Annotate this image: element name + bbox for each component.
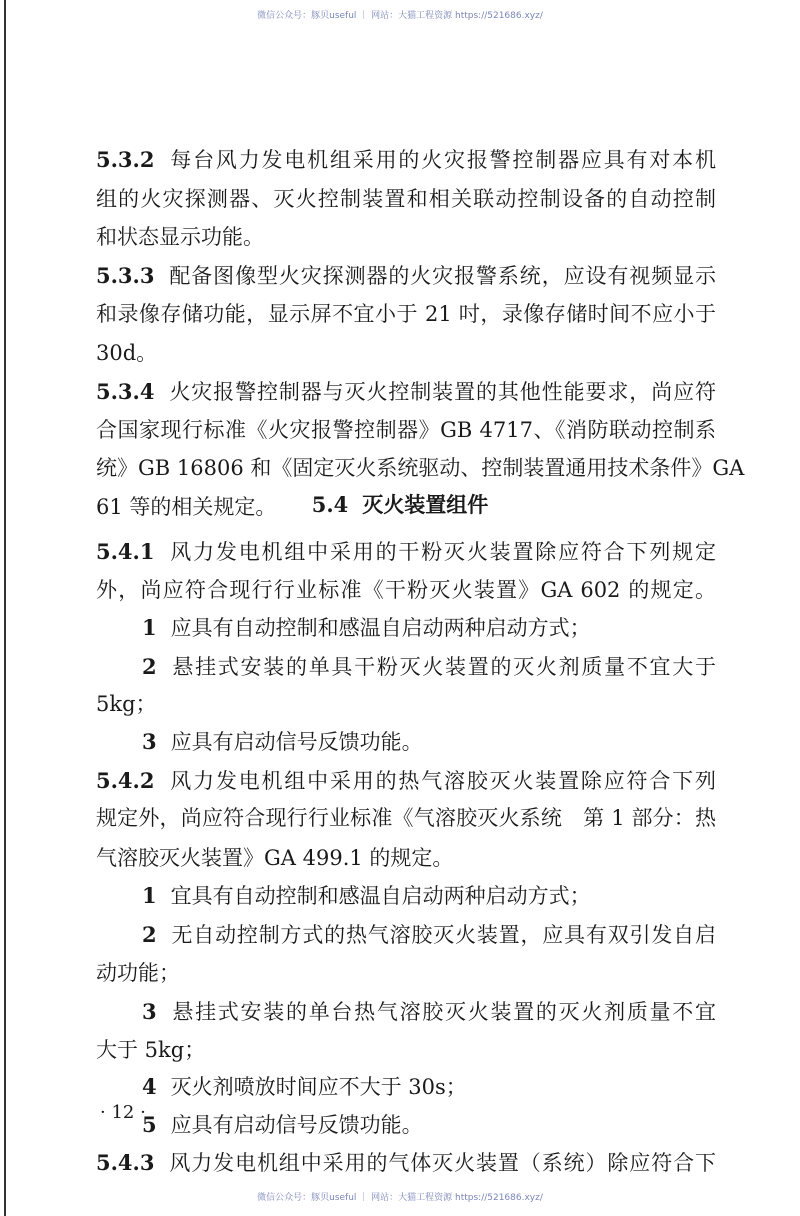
line-text: 61 等的相关规定。 [96,495,277,519]
line-text: 气溶胶灭火装置》GA 499.1 的规定。 [96,846,454,870]
text-line [96,537,716,567]
line-text: 无自动控制方式的热气溶胶灭火装置，应具有双引发自启 [170,923,716,947]
text-line [96,766,716,796]
text-line [96,222,716,252]
clause-number: 2 [142,654,157,679]
text-line [96,958,716,988]
clause-number: 5.3.2 [96,147,155,172]
line-text: 外，尚应符合现行行业标准《干粉灭火装置》GA 602 的规定。 [96,578,716,602]
clause-number: 5.4.2 [96,768,155,793]
line-text: 和状态显示功能。 [96,225,264,249]
line-text: 灭火装置组件 [362,492,489,517]
page-edge [4,0,6,1216]
line-text: 悬挂式安装的单台热气溶胶灭火装置的灭火剂质量不宜 [170,1000,716,1024]
text-line [96,1035,716,1065]
text-line [96,415,716,445]
watermark-top: 微信公众号：豚贝useful ｜ 网站：大猫工程资源 https://521686.xyz/ [257,11,543,21]
line-text: 风力发电机组中采用的热气溶胶灭火装置除应符合下列 [168,769,716,793]
clause-number: 5.4.1 [96,539,155,564]
text-line [96,184,716,214]
clause-number: 1 [142,615,157,640]
text-line [142,1072,716,1102]
text-line [142,920,716,950]
line-text: 风力发电机组中采用的干粉灭火装置除应符合下列规定 [168,540,716,564]
clause-number: 1 [142,883,157,908]
page-number: · 12 · [100,1102,146,1123]
section-number: 5.4 [311,492,349,517]
watermark-bottom: 微信公众号：豚贝useful ｜ 网站：大猫工程资源 https://521686.xyz/ [257,1193,543,1203]
line-text: 悬挂式安装的单具干粉灭火装置的灭火剂质量不宜大于 [170,655,716,679]
clause-number: 5.4.3 [96,1150,155,1175]
text-line [142,1110,716,1140]
line-text: 统》GB 16806 和《固定灭火系统驱动、控制装置通用技术条件》GA [96,456,745,480]
line-text: 和录像存储功能，显示屏不宜小于 21 吋，录像存储时间不应小于 [96,302,716,326]
text-line [96,803,716,833]
line-text: 大于 5kg； [96,1038,206,1062]
line-text: 应具有启动信号反馈功能。 [170,730,423,754]
text-line [142,881,716,911]
text-line [96,377,716,407]
clause-number: 2 [142,922,157,947]
line-text: 风力发电机组中采用的气体灭火装置（系统）除应符合下 [168,1151,716,1175]
clause-number: 5.3.3 [96,263,155,288]
line-text: 灭火剂喷放时间应不大于 30s； [170,1075,467,1099]
text-line [142,727,716,757]
line-text: 应具有启动信号反馈功能。 [170,1113,423,1137]
line-text: 组的火灾探测器、灭火控制装置和相关联动控制设备的自动控制 [96,187,716,211]
text-line [96,261,716,291]
section-heading [0,490,800,520]
text-line [96,575,716,605]
clause-number: 3 [142,999,157,1024]
clause-number: 3 [142,729,157,754]
line-text: 每台风力发电机组采用的火灾报警控制器应具有对本机 [168,148,716,172]
line-text: 宜具有自动控制和感温自启动两种启动方式； [170,884,591,908]
text-line [96,338,716,368]
line-text: 配备图像型火灾探测器的火灾报警系统，应设有视频显示 [168,264,716,288]
clause-number: 5 [142,1112,157,1137]
text-line [142,997,716,1027]
line-text: 火灾报警控制器与灭火控制装置的其他性能要求，尚应符 [168,380,716,404]
line-text: 合国家现行标准《火灾报警控制器》GB 4717、《消防联动控制系 [96,418,716,442]
text-line [142,613,716,643]
text-line [96,453,745,483]
text-line [96,689,716,719]
clause-number: 5.3.4 [96,379,155,404]
text-line [142,652,716,682]
line-text: 动功能； [96,961,180,985]
text-line [96,145,716,175]
text-line [96,1148,716,1178]
line-text: 规定外，尚应符合现行行业标准《气溶胶灭火系统 第 1 部分：热 [96,806,716,830]
clause-number: 4 [142,1074,157,1099]
line-text: 应具有自动控制和感温自启动两种启动方式； [170,616,591,640]
text-line [96,843,716,873]
line-text: 5kg； [96,692,157,716]
text-line [96,299,716,329]
line-text: 30d。 [96,341,158,365]
